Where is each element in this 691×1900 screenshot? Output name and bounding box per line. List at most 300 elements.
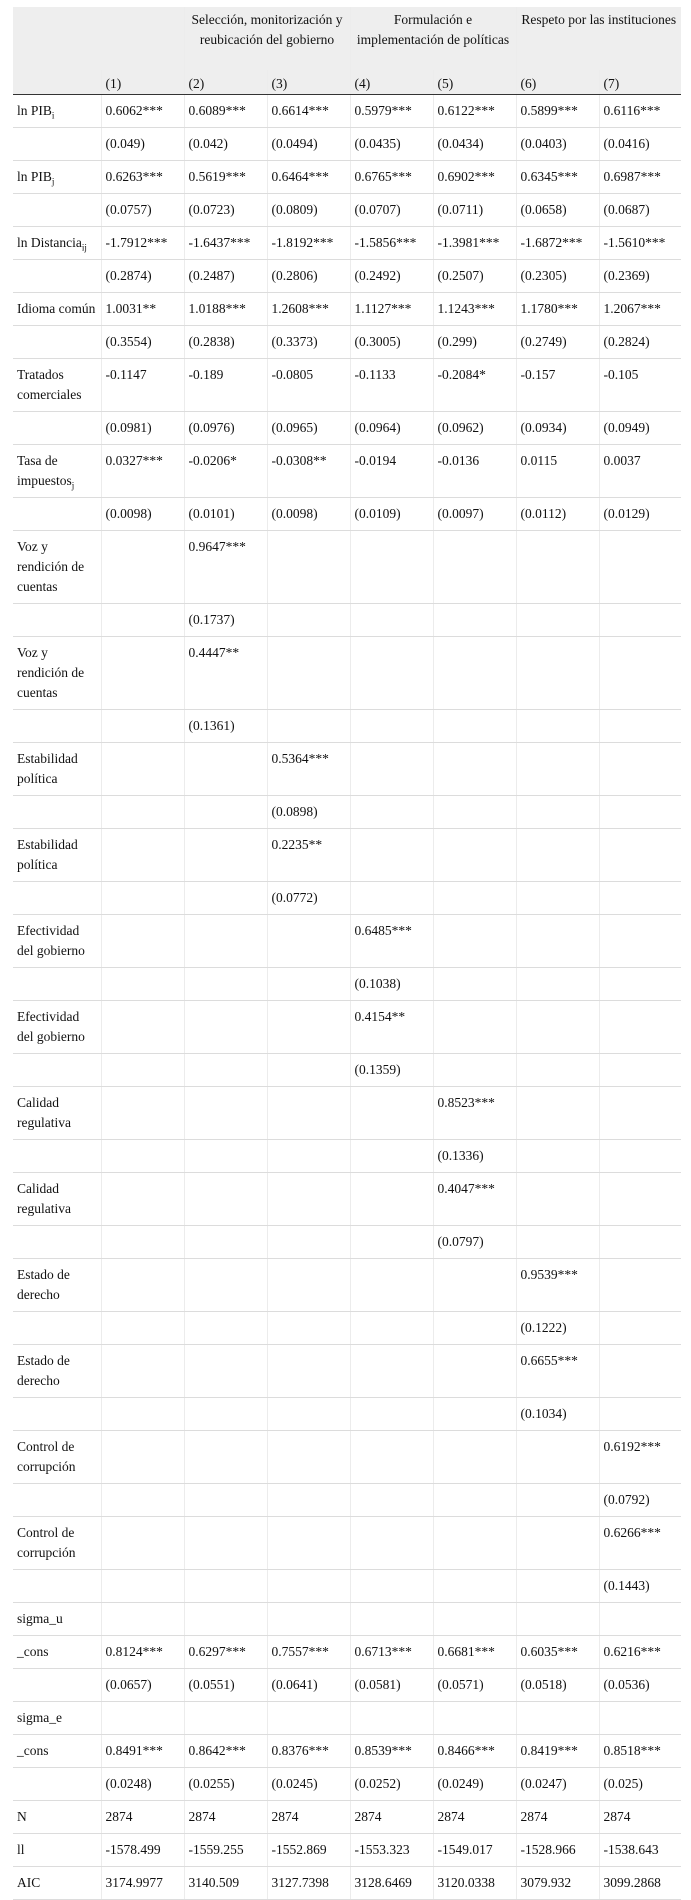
table-cell: 0.7557***	[267, 1636, 350, 1669]
table-cell: -1559.255	[184, 1834, 267, 1867]
table-cell: -0.0136	[433, 445, 516, 498]
table-cell: 0.6614***	[267, 95, 350, 128]
table-cell	[516, 829, 599, 882]
table-cell	[184, 1054, 267, 1087]
table-cell	[101, 968, 184, 1001]
table-cell: 1.2067***	[599, 293, 681, 326]
table-cell	[599, 968, 681, 1001]
table-cell: (0.0962)	[433, 412, 516, 445]
table-cell: 3099.2868	[599, 1867, 681, 1900]
table-cell	[350, 710, 433, 743]
table-cell: -1.6437***	[184, 227, 267, 260]
table-cell	[599, 796, 681, 829]
row-label-subscript: j	[71, 480, 75, 491]
table-cell: (0.1359)	[350, 1054, 433, 1087]
table-cell: (0.0245)	[267, 1768, 350, 1801]
table-cell: (0.025)	[599, 1768, 681, 1801]
table-cell	[350, 1087, 433, 1140]
row-label	[13, 1398, 101, 1431]
table-cell	[516, 1087, 599, 1140]
row-label-text: Estado de derecho	[17, 1353, 70, 1388]
table-cell: (0.0255)	[184, 1768, 267, 1801]
row-label	[13, 227, 101, 260]
row-label	[13, 1517, 101, 1570]
table-cell: 2874	[433, 1801, 516, 1834]
row-label-text: Estado de derecho	[17, 1267, 70, 1302]
table-row	[13, 1054, 681, 1087]
table-cell: (0.0658)	[516, 194, 599, 227]
table-cell: 0.6902***	[433, 161, 516, 194]
table-cell	[599, 1173, 681, 1226]
table-cell: 0.6089***	[184, 95, 267, 128]
row-label	[13, 1140, 101, 1173]
row-label-text: ln Distancia	[17, 235, 82, 250]
table-cell	[599, 637, 681, 710]
row-label-text: ln PIB	[17, 169, 52, 184]
table-row	[13, 1345, 681, 1398]
table-cell	[350, 1702, 433, 1735]
table-cell	[599, 710, 681, 743]
row-label-text: AIC	[17, 1875, 41, 1890]
table-cell	[433, 1702, 516, 1735]
table-cell	[101, 915, 184, 968]
table-cell: (0.0981)	[101, 412, 184, 445]
table-cell	[516, 1140, 599, 1173]
column-header-label	[13, 70, 101, 95]
table-cell: (0.0536)	[599, 1669, 681, 1702]
column-header-6: (6)	[516, 70, 599, 95]
table-cell: (0.0792)	[599, 1484, 681, 1517]
table-cell	[184, 1603, 267, 1636]
table-cell: (0.1737)	[184, 604, 267, 637]
table-cell: -0.157	[516, 359, 599, 412]
table-cell	[101, 1259, 184, 1312]
table-cell: (0.0898)	[267, 796, 350, 829]
column-header-3: (3)	[267, 70, 350, 95]
row-label	[13, 1735, 101, 1768]
table-cell	[599, 1345, 681, 1398]
table-cell	[599, 915, 681, 968]
table-cell: 3079.932	[516, 1867, 599, 1900]
table-row	[13, 194, 681, 227]
row-label	[13, 161, 101, 194]
table-cell	[350, 1398, 433, 1431]
table-cell: (0.0965)	[267, 412, 350, 445]
table-row	[13, 1484, 681, 1517]
table-cell: 0.8539***	[350, 1735, 433, 1768]
table-cell	[599, 882, 681, 915]
table-cell: (0.0964)	[350, 412, 433, 445]
table-row	[13, 227, 681, 260]
table-cell	[433, 1398, 516, 1431]
table-cell	[433, 1517, 516, 1570]
table-cell: 0.0037	[599, 445, 681, 498]
table-cell: (0.3373)	[267, 326, 350, 359]
table-cell	[267, 531, 350, 604]
table-cell	[101, 604, 184, 637]
table-cell: (0.0641)	[267, 1669, 350, 1702]
table-row	[13, 1001, 681, 1054]
table-row	[13, 604, 681, 637]
row-label-text: Estabilidad política	[17, 837, 78, 872]
table-cell: (0.2749)	[516, 326, 599, 359]
table-cell	[101, 637, 184, 710]
table-cell	[184, 1226, 267, 1259]
table-cell	[101, 882, 184, 915]
table-cell	[350, 604, 433, 637]
row-label	[13, 412, 101, 445]
table-cell	[267, 1398, 350, 1431]
table-cell	[101, 1570, 184, 1603]
table-cell	[599, 604, 681, 637]
table-cell	[101, 1173, 184, 1226]
table-cell: 0.6345***	[516, 161, 599, 194]
table-cell	[350, 1140, 433, 1173]
table-cell	[267, 604, 350, 637]
table-cell: 1.0188***	[184, 293, 267, 326]
table-body	[13, 95, 681, 1900]
row-label-text: Voz y rendición de cuentas	[17, 539, 85, 594]
table-cell	[350, 796, 433, 829]
table-cell: 0.8523***	[433, 1087, 516, 1140]
table-row	[13, 1226, 681, 1259]
table-cell	[101, 1312, 184, 1345]
table-cell	[350, 743, 433, 796]
table-cell	[516, 604, 599, 637]
table-cell	[267, 968, 350, 1001]
row-label	[13, 968, 101, 1001]
table-row	[13, 1735, 681, 1768]
row-label-subscript: ij	[81, 242, 87, 253]
table-cell: (0.0551)	[184, 1669, 267, 1702]
table-cell	[516, 1226, 599, 1259]
table-row	[13, 968, 681, 1001]
table-cell: -1538.643	[599, 1834, 681, 1867]
table-row	[13, 95, 681, 128]
table-cell: (0.0687)	[599, 194, 681, 227]
table-row	[13, 1087, 681, 1140]
header-group-formulacion: Formulación e implementación de políticas	[350, 7, 516, 70]
row-label-text: Estabilidad política	[17, 751, 78, 786]
table-cell: (0.2305)	[516, 260, 599, 293]
table-cell: (0.049)	[101, 128, 184, 161]
table-cell	[350, 1484, 433, 1517]
table-cell: -1.3981***	[433, 227, 516, 260]
table-cell	[433, 915, 516, 968]
table-cell: 0.6765***	[350, 161, 433, 194]
table-cell	[267, 1312, 350, 1345]
row-label	[13, 1669, 101, 1702]
table-row	[13, 128, 681, 161]
row-label	[13, 260, 101, 293]
table-cell	[350, 1517, 433, 1570]
table-cell: 3120.0338	[433, 1867, 516, 1900]
table-cell	[433, 1259, 516, 1312]
table-cell	[433, 882, 516, 915]
table-cell: 0.5619***	[184, 161, 267, 194]
table-row	[13, 1398, 681, 1431]
table-cell	[184, 1173, 267, 1226]
table-cell	[350, 1431, 433, 1484]
table-cell: -0.1133	[350, 359, 433, 412]
table-cell: (0.1361)	[184, 710, 267, 743]
row-label	[13, 293, 101, 326]
table-cell	[101, 1517, 184, 1570]
table-cell: 0.6464***	[267, 161, 350, 194]
table-cell: 3140.509	[184, 1867, 267, 1900]
table-cell	[101, 1140, 184, 1173]
row-label	[13, 637, 101, 710]
table-row	[13, 412, 681, 445]
table-cell: (0.0101)	[184, 498, 267, 531]
table-cell: 3127.7398	[267, 1867, 350, 1900]
table-cell: (0.0934)	[516, 412, 599, 445]
table-cell	[184, 882, 267, 915]
table-cell	[516, 1570, 599, 1603]
table-cell	[599, 1603, 681, 1636]
table-cell	[599, 1398, 681, 1431]
table-cell: 0.6297***	[184, 1636, 267, 1669]
row-label	[13, 1312, 101, 1345]
table-cell: 1.2608***	[267, 293, 350, 326]
table-cell	[516, 1603, 599, 1636]
table-cell	[101, 1431, 184, 1484]
table-cell	[101, 1484, 184, 1517]
table-cell: (0.0129)	[599, 498, 681, 531]
table-row	[13, 829, 681, 882]
table-cell: 3174.9977	[101, 1867, 184, 1900]
table-cell: 0.6263***	[101, 161, 184, 194]
row-label-text: _cons	[17, 1743, 49, 1758]
row-label	[13, 1636, 101, 1669]
table-cell	[101, 743, 184, 796]
table-cell	[184, 1484, 267, 1517]
row-label	[13, 829, 101, 882]
table-cell: 0.8124***	[101, 1636, 184, 1669]
table-row	[13, 743, 681, 796]
table-cell	[433, 968, 516, 1001]
row-label-text: Control de corrupción	[17, 1439, 76, 1474]
row-label	[13, 1226, 101, 1259]
table-cell: (0.0109)	[350, 498, 433, 531]
table-cell: -0.0194	[350, 445, 433, 498]
table-cell: (0.0772)	[267, 882, 350, 915]
row-label	[13, 359, 101, 412]
row-label	[13, 1834, 101, 1867]
table-cell: 0.8376***	[267, 1735, 350, 1768]
table-cell	[267, 1001, 350, 1054]
table-cell: -1549.017	[433, 1834, 516, 1867]
table-cell: (0.0098)	[267, 498, 350, 531]
column-header-1: (1)	[101, 70, 184, 95]
table-cell: 2874	[101, 1801, 184, 1834]
table-cell: -1.5856***	[350, 227, 433, 260]
table-cell	[599, 1054, 681, 1087]
table-cell: 0.9647***	[184, 531, 267, 604]
table-row	[13, 498, 681, 531]
table-cell	[101, 829, 184, 882]
table-cell: (0.2838)	[184, 326, 267, 359]
table-cell: 0.6035***	[516, 1636, 599, 1669]
row-label	[13, 1702, 101, 1735]
table-cell: 0.8642***	[184, 1735, 267, 1768]
table-cell: (0.2874)	[101, 260, 184, 293]
table-row	[13, 637, 681, 710]
table-cell	[267, 1603, 350, 1636]
row-label-text: Calidad regulativa	[17, 1095, 71, 1130]
table-row	[13, 326, 681, 359]
table-cell: (0.2492)	[350, 260, 433, 293]
table-cell	[516, 882, 599, 915]
table-cell	[184, 743, 267, 796]
row-label-text: _cons	[17, 1644, 49, 1659]
table-cell	[184, 968, 267, 1001]
table-cell	[516, 915, 599, 968]
table-cell: 0.6987***	[599, 161, 681, 194]
table-cell: -0.189	[184, 359, 267, 412]
table-cell	[184, 1398, 267, 1431]
row-label	[13, 445, 101, 498]
table-row	[13, 1259, 681, 1312]
table-cell: (0.0797)	[433, 1226, 516, 1259]
row-label	[13, 1484, 101, 1517]
table-cell	[433, 1603, 516, 1636]
table-cell	[433, 531, 516, 604]
row-label	[13, 95, 101, 128]
table-cell	[101, 1087, 184, 1140]
row-label	[13, 1054, 101, 1087]
row-label-text: sigma_e	[17, 1710, 62, 1725]
row-label	[13, 1259, 101, 1312]
header-group-respeto: Respeto por las instituciones	[516, 7, 681, 70]
column-header-5: (5)	[433, 70, 516, 95]
table-cell: 1.1780***	[516, 293, 599, 326]
table-cell	[516, 1431, 599, 1484]
table-cell	[433, 796, 516, 829]
table-row	[13, 710, 681, 743]
table-row	[13, 359, 681, 412]
table-cell	[433, 637, 516, 710]
table-cell: (0.042)	[184, 128, 267, 161]
table-cell	[599, 1087, 681, 1140]
table-cell	[516, 1001, 599, 1054]
table-cell: 0.8491***	[101, 1735, 184, 1768]
table-cell	[267, 1484, 350, 1517]
table-cell: -0.0805	[267, 359, 350, 412]
table-cell: (0.1443)	[599, 1570, 681, 1603]
table-cell: (0.1222)	[516, 1312, 599, 1345]
table-cell	[184, 796, 267, 829]
table-cell	[184, 1570, 267, 1603]
table-cell: (0.0757)	[101, 194, 184, 227]
table-cell	[350, 1312, 433, 1345]
table-cell: 0.5364***	[267, 743, 350, 796]
table-cell	[516, 637, 599, 710]
row-label	[13, 531, 101, 604]
table-cell	[433, 1312, 516, 1345]
table-cell: (0.0518)	[516, 1669, 599, 1702]
table-cell: (0.3005)	[350, 326, 433, 359]
row-label	[13, 1001, 101, 1054]
table-row	[13, 1867, 681, 1900]
table-cell: (0.0252)	[350, 1768, 433, 1801]
table-header	[13, 7, 681, 95]
table-cell	[184, 1702, 267, 1735]
table-cell: 0.2235**	[267, 829, 350, 882]
table-row	[13, 1768, 681, 1801]
table-cell: 2874	[599, 1801, 681, 1834]
table-cell: (0.1038)	[350, 968, 433, 1001]
row-label	[13, 1768, 101, 1801]
table-cell	[267, 637, 350, 710]
table-cell: 0.6192***	[599, 1431, 681, 1484]
row-label-text: Efectividad del gobierno	[17, 923, 85, 958]
table-cell	[350, 1570, 433, 1603]
table-row	[13, 1517, 681, 1570]
header-group-blank	[13, 7, 184, 70]
table-cell: (0.2824)	[599, 326, 681, 359]
table-cell	[516, 1173, 599, 1226]
table-cell: 1.0031**	[101, 293, 184, 326]
header-group-row	[13, 7, 681, 70]
row-label-text: sigma_u	[17, 1611, 63, 1626]
row-label	[13, 915, 101, 968]
table-cell	[599, 1001, 681, 1054]
table-cell	[433, 829, 516, 882]
table-cell: 0.6122***	[433, 95, 516, 128]
table-cell	[350, 1173, 433, 1226]
table-cell: (0.0723)	[184, 194, 267, 227]
header-column-row	[13, 70, 681, 95]
table-cell: -1528.966	[516, 1834, 599, 1867]
table-cell	[599, 1140, 681, 1173]
table-cell	[433, 743, 516, 796]
table-cell	[267, 1087, 350, 1140]
table-cell	[184, 1517, 267, 1570]
row-label-text: Tasa de impuestos	[17, 453, 72, 488]
row-label	[13, 1801, 101, 1834]
table-cell: 0.6116***	[599, 95, 681, 128]
table-cell: (0.0248)	[101, 1768, 184, 1801]
table-cell	[599, 531, 681, 604]
column-header-4: (4)	[350, 70, 433, 95]
table-cell: (0.0581)	[350, 1669, 433, 1702]
row-label-text: Calidad regulativa	[17, 1181, 71, 1216]
table-cell	[433, 1345, 516, 1398]
table-cell	[516, 531, 599, 604]
table-cell	[267, 915, 350, 968]
table-cell: 0.5979***	[350, 95, 433, 128]
table-cell	[599, 1259, 681, 1312]
table-cell: (0.299)	[433, 326, 516, 359]
table-cell	[350, 829, 433, 882]
table-cell: (0.0711)	[433, 194, 516, 227]
table-cell	[184, 1001, 267, 1054]
row-label	[13, 1345, 101, 1398]
table-row	[13, 882, 681, 915]
row-label-text: Efectividad del gobierno	[17, 1009, 85, 1044]
table-row	[13, 445, 681, 498]
row-label-subscript: j	[51, 176, 55, 187]
table-cell	[101, 1702, 184, 1735]
table-cell	[184, 1431, 267, 1484]
table-cell: 0.6655***	[516, 1345, 599, 1398]
table-cell	[101, 1398, 184, 1431]
table-cell	[350, 882, 433, 915]
table-cell: 0.6485***	[350, 915, 433, 968]
table-cell: 0.8466***	[433, 1735, 516, 1768]
table-cell: (0.1034)	[516, 1398, 599, 1431]
